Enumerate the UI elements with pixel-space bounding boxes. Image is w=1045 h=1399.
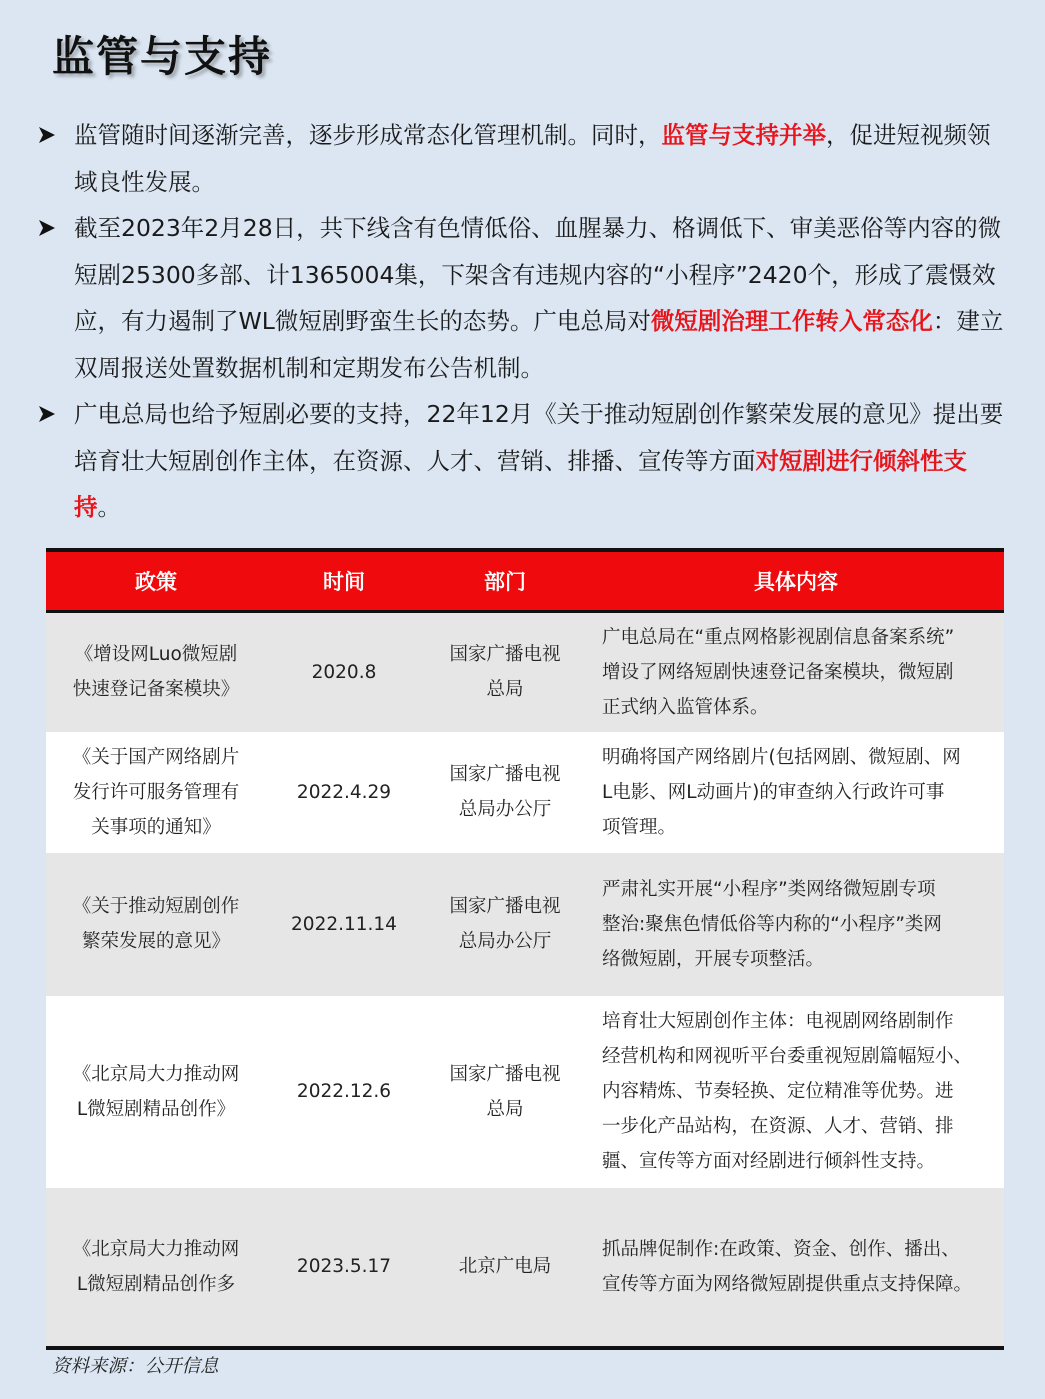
cell-line: 总局办公厅 <box>458 931 552 952</box>
cell-content <box>588 996 1004 1188</box>
cell-line: 《增设网Luo微短剧 <box>74 644 238 666</box>
table-row <box>46 612 1004 732</box>
header-time: 时间 <box>266 550 422 612</box>
cell-line: 快速登记备案模块》 <box>72 679 240 701</box>
cell-line: 广电总局在“重点网格影视剧信息备案系统” <box>602 626 955 648</box>
cell-line: 《关于推动短剧创作 <box>72 896 240 917</box>
cell-line: 国家广播电视 <box>449 1063 561 1085</box>
header-policy: 政策 <box>46 550 266 612</box>
cell-line: 经营机构和网视听平台委重视短剧篇幅短小、 <box>602 1046 973 1067</box>
cell-line: 总局办公厅 <box>458 799 552 820</box>
cell-line: 繁荣发展的意见》 <box>81 931 230 952</box>
cell-policy <box>46 996 266 1188</box>
bullet-text: 监管随时间逐渐完善，逐步形成常态化管理机制。同时， <box>74 121 662 149</box>
cell-line: 《北京局大力推动网 <box>72 1238 240 1260</box>
bullet-highlight: 监管与支持并举 <box>661 121 826 149</box>
arrow-bullet-icon <box>38 205 60 251</box>
cell-dept <box>422 853 588 996</box>
cell-policy <box>46 612 266 732</box>
cell-line: 整治:聚焦色情低俗等内称的“小程序”类网 <box>602 913 942 935</box>
cell-dept <box>422 732 588 853</box>
cell-content <box>588 732 1004 853</box>
table-row <box>46 996 1004 1188</box>
cell-line: 明确将国产网络剧片(包括网剧、微短剧、网 <box>602 746 961 768</box>
header-content: 具体内容 <box>588 550 1004 612</box>
cell-line: L微短剧精品创作》 <box>76 1098 236 1120</box>
bullet-text: 截至2023年2月28日，共下线含有色情低俗、血腥暴力、格调低下、审美恶俗等内容的微短剧25300多部、计1365004集，下架含有违规内容的“小程序”2420个，形成了震慑效应，有力遏制了WL微短剧野蛮生长的态势。广电总局对 <box>74 214 1002 335</box>
cell-line: 增设了网络短剧快速登记备案模块，微短剧 <box>602 661 954 683</box>
cell-content <box>588 1188 1004 1348</box>
cell-dept <box>422 612 588 732</box>
cell-content <box>588 853 1004 996</box>
bullet-item <box>38 391 1013 531</box>
cell-line: 严肃礼实开展“小程序”类网络微短剧专项 <box>602 878 936 900</box>
bullet-item <box>38 112 1013 205</box>
cell-line: 关事项的通知》 <box>91 816 221 838</box>
cell-line: 一步化产品站构，在资源、人才、营销、排 <box>602 1116 954 1137</box>
header-dept: 部门 <box>422 550 588 612</box>
bullet-text: 。 <box>97 493 121 521</box>
cell-time: 2022.12.6 <box>296 1081 392 1102</box>
cell-policy <box>46 1188 266 1348</box>
bullet-text: 广电总局也给予短剧必要的支持，22年12月《关于推动短剧创作繁荣发展的意见》提出要培育壮大短剧创作主体，在资源、人才、营销、排播、宣传等方面 <box>74 400 1004 475</box>
cell-line: 抓品牌促制作:在政策、资金、创作、播出、 <box>602 1238 960 1260</box>
policy-table <box>46 548 1004 1350</box>
cell-line: 总局 <box>486 679 524 701</box>
page-title: 监管与支持 <box>52 32 273 81</box>
cell-dept <box>422 996 588 1188</box>
table-header-row <box>46 550 1004 612</box>
bullet-text: ，促进短视频领域良性发展。 <box>74 121 991 196</box>
cell-line: 《北京局大力推动网 <box>72 1063 240 1085</box>
bullet-list <box>38 112 1013 531</box>
cell-line: 络微短剧，开展专项整活。 <box>602 948 825 970</box>
table-row <box>46 1188 1004 1348</box>
cell-line: 疆、宣传等方面对经剧进行倾斜性支持。 <box>602 1151 936 1172</box>
cell-line: 国家广播电视 <box>449 896 561 917</box>
cell-line: 《关于国产网络剧片 <box>72 746 240 768</box>
bullet-highlight: 对短剧进行倾斜性支持 <box>74 446 967 521</box>
cell-line: L电影、网L动画片)的审查纳入行政许可事 <box>602 781 945 803</box>
bullet-highlight: 微短剧治理工作转入常态化 <box>650 307 933 335</box>
cell-line: 国家广播电视 <box>449 764 561 785</box>
cell-time: 2022.4.29 <box>296 781 392 803</box>
source-note: 资料来源：公开信息 <box>52 1356 219 1377</box>
cell-line: 正式纳入监管体系。 <box>602 696 769 718</box>
cell-line: 内容精炼、节奏轻换、定位精准等优势。进 <box>602 1081 954 1102</box>
cell-line: 培育壮大短剧创作主体：电视剧网络剧制作 <box>602 1011 954 1032</box>
cell-time: 2022.11.14 <box>291 913 397 935</box>
cell-line: 北京广电局 <box>458 1256 552 1277</box>
table-row <box>46 732 1004 853</box>
cell-line: L微短剧精品创作多 <box>76 1273 236 1295</box>
arrow-bullet-icon <box>38 112 60 158</box>
cell-time: 2020.8 <box>311 661 377 683</box>
cell-line: 发行许可服务管理有 <box>72 781 240 803</box>
arrow-bullet-icon <box>38 391 60 437</box>
cell-line: 国家广播电视 <box>449 644 561 666</box>
cell-line: 宣传等方面为网络微短剧提供重点支持保障。 <box>602 1273 973 1295</box>
bullet-text: ：建立双周报送处置数据机制和定期发布公告机制。 <box>74 307 1004 382</box>
cell-time: 2023.5.17 <box>266 1188 422 1348</box>
cell-line: 项管理。 <box>602 816 677 838</box>
cell-policy <box>46 853 266 996</box>
cell-dept <box>422 1188 588 1348</box>
cell-policy <box>46 732 266 853</box>
cell-line: 总局 <box>486 1098 524 1120</box>
table-row <box>46 853 1004 996</box>
cell-content <box>588 612 1004 732</box>
policy-table-container <box>46 548 1004 1350</box>
bullet-item <box>38 205 1013 391</box>
